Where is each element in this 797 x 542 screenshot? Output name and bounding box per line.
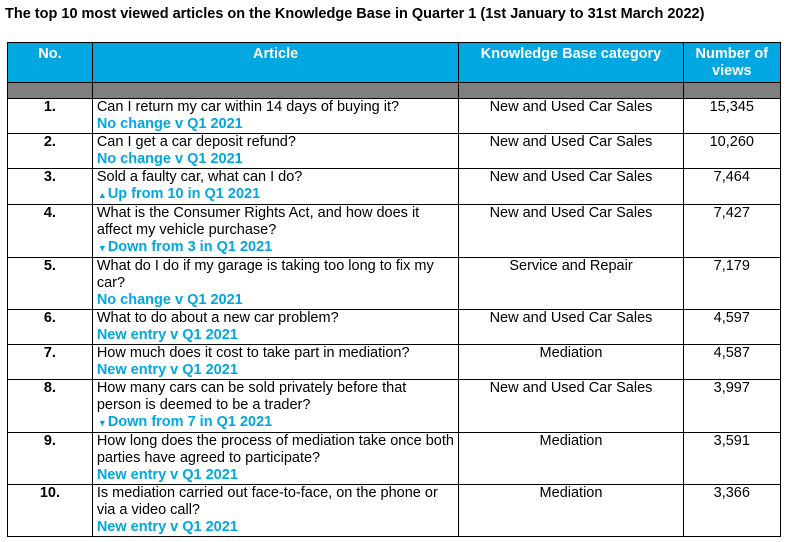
views-cell: 7,427 [683, 205, 780, 258]
row-number: 8. [8, 380, 93, 433]
rank-change [97, 292, 455, 309]
rank-change [97, 414, 455, 432]
article-title: What is the Consumer Rights Act, and how does it affect my vehicle purchase? [96, 205, 420, 238]
category-cell: New and Used Car Sales [459, 205, 683, 258]
article-cell [92, 485, 459, 537]
article-title: How many cars can be sold privately before that person is deemed to be a trader? [96, 380, 407, 413]
category-cell: Mediation [459, 485, 683, 537]
header-no: No. [8, 43, 93, 83]
table-row [8, 134, 781, 169]
article-title: Is mediation carried out face-to-face, on the phone or via a video call? [96, 485, 438, 518]
table-row [8, 310, 781, 345]
header-views: Number of views [683, 43, 780, 83]
table-header-row [8, 43, 781, 83]
articles-table [7, 42, 781, 537]
article-title: What do I do if my garage is taking too long to fix my car? [96, 258, 434, 291]
article-cell [92, 99, 459, 134]
article-cell [92, 310, 459, 345]
row-number: 6. [8, 310, 93, 345]
rank-change [97, 151, 455, 168]
rank-change-text: Down from 3 in Q1 2021 [107, 239, 273, 255]
triangle-down-icon: ▼ [97, 243, 107, 253]
rank-change-text: No change v Q1 2021 [96, 292, 243, 308]
article-cell [92, 258, 459, 310]
rank-change [97, 362, 455, 379]
rank-change-text: New entry v Q1 2021 [96, 519, 238, 535]
article-title: What to do about a new car problem? [96, 310, 339, 326]
rank-change [97, 519, 455, 536]
article-title: Sold a faulty car, what can I do? [96, 169, 303, 185]
table-row [8, 169, 781, 205]
row-number: 3. [8, 169, 93, 205]
row-number: 5. [8, 258, 93, 310]
rank-change-text: No change v Q1 2021 [96, 151, 243, 167]
category-cell: Service and Repair [459, 258, 683, 310]
page-title: The top 10 most viewed articles on the Knowledge Base in Quarter 1 (1st January to 31st March 2022) [5, 6, 705, 22]
views-cell: 4,597 [683, 310, 780, 345]
article-cell [92, 134, 459, 169]
triangle-down-icon: ▼ [97, 418, 107, 428]
row-number: 10. [8, 485, 93, 537]
article-title: How long does the process of mediation take once both parties have agreed to participate? [96, 433, 454, 466]
subheader-cell [683, 83, 780, 99]
rank-change [97, 116, 455, 133]
table-row [8, 205, 781, 258]
article-cell [92, 433, 459, 485]
views-cell: 3,997 [683, 380, 780, 433]
table-row [8, 99, 781, 134]
rank-change-text: New entry v Q1 2021 [96, 362, 238, 378]
rank-change-text: No change v Q1 2021 [96, 116, 243, 132]
views-cell: 3,591 [683, 433, 780, 485]
table-row [8, 433, 781, 485]
rank-change-text: New entry v Q1 2021 [96, 467, 238, 483]
table-subheader-row [8, 83, 781, 99]
row-number: 7. [8, 345, 93, 380]
rank-change-text: New entry v Q1 2021 [96, 327, 238, 343]
rank-change-text: Up from 10 in Q1 2021 [107, 186, 261, 202]
header-category: Knowledge Base category [459, 43, 683, 83]
row-number: 4. [8, 205, 93, 258]
category-cell: Mediation [459, 345, 683, 380]
subheader-cell [92, 83, 459, 99]
views-cell: 7,464 [683, 169, 780, 205]
table-row [8, 485, 781, 537]
rank-change [97, 239, 455, 257]
rank-change [97, 327, 455, 344]
views-cell: 4,587 [683, 345, 780, 380]
table-row [8, 258, 781, 310]
row-number: 9. [8, 433, 93, 485]
article-cell [92, 345, 459, 380]
rank-change [97, 186, 455, 204]
article-cell [92, 380, 459, 433]
category-cell: New and Used Car Sales [459, 99, 683, 134]
category-cell: New and Used Car Sales [459, 169, 683, 205]
views-cell: 3,366 [683, 485, 780, 537]
category-cell: New and Used Car Sales [459, 310, 683, 345]
subheader-cell [8, 83, 93, 99]
category-cell: Mediation [459, 433, 683, 485]
category-cell: New and Used Car Sales [459, 134, 683, 169]
article-cell [92, 169, 459, 205]
table-row [8, 345, 781, 380]
article-title: Can I get a car deposit refund? [96, 134, 296, 150]
subheader-cell [459, 83, 683, 99]
article-title: Can I return my car within 14 days of buying it? [96, 99, 400, 115]
article-cell [92, 205, 459, 258]
row-number: 1. [8, 99, 93, 134]
views-cell: 7,179 [683, 258, 780, 310]
views-cell: 15,345 [683, 99, 780, 134]
views-cell: 10,260 [683, 134, 780, 169]
table-body [8, 99, 781, 537]
article-title: How much does it cost to take part in mediation? [96, 345, 410, 361]
row-number: 2. [8, 134, 93, 169]
rank-change [97, 467, 455, 484]
triangle-up-icon: ▲ [97, 190, 107, 200]
table-row [8, 380, 781, 433]
header-article: Article [92, 43, 459, 83]
category-cell: New and Used Car Sales [459, 380, 683, 433]
rank-change-text: Down from 7 in Q1 2021 [107, 414, 273, 430]
